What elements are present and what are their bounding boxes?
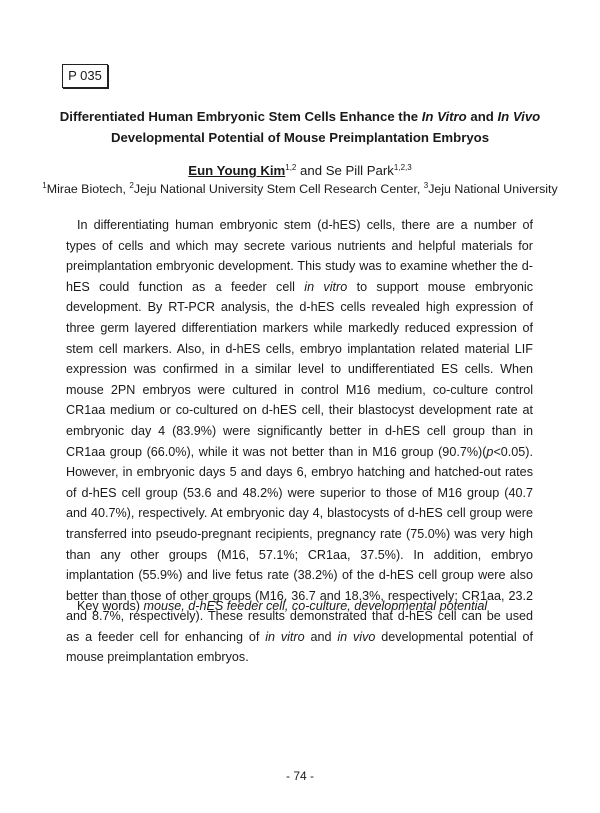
title-italic-2: In Vivo — [497, 109, 541, 124]
abstract-text: developmental potential of mouse preimplantation embryos. — [66, 629, 534, 665]
keywords-values: mouse, d-hES feeder cell, co-culture, developmental potential — [143, 599, 488, 613]
author-conjunction: and — [296, 163, 326, 178]
abstract-text: to support mouse embryonic development. By RT-PCR analysis, the d-hES cells revealed high expression of three germ layered differentiation markers while markedly reduced expression of stem cell markers. Also, in d-hES cells, embryo implantation related material LIF expression was confirmed in a similar level to undifferentiated ES cells. When mouse 2PN embryos were cultured in control M16 medium, co-culture control CR1aa medium or co-cultured on d-hES cell, their blastocyst development rate at embryonic day 4 (83.9%) were significantly better in d-hES cell group than in CR1aa group (66.0%), while it was not better than in M16 group (90.7%)( — [66, 279, 533, 459]
co-author: Se Pill Park — [325, 163, 394, 178]
affiliation-name: Jeju National University Stem Cell Research Center, — [133, 182, 424, 196]
abstract-italic: in vivo — [337, 629, 376, 644]
affiliation-marker: 1 — [42, 181, 47, 190]
abstract-italic: in vitro — [265, 629, 305, 644]
title-part-1: Differentiated Human Embryonic Stem Cells Enhance the — [59, 109, 422, 124]
keywords-label: Key words) — [77, 599, 144, 613]
title-part-2: and — [466, 109, 498, 124]
affiliation-marker: 3 — [423, 181, 429, 190]
keywords-line — [77, 597, 537, 615]
presenting-author: Eun Young Kim — [188, 163, 286, 178]
abstract-italic: p — [486, 444, 494, 459]
abstract-text: In differentiating human embryonic stem (d-hES) cells, there are a number of types of cells and which may secrete various nutrients and helpful materials for preimplantation embryonic development. This study was to examine whether the d-hES could function as a feeder cell — [66, 218, 533, 294]
affiliation-name: Mirae Biotech, — [46, 182, 130, 196]
abstract-text: and — [304, 629, 338, 644]
presenting-author-affiliation: 1,2 — [285, 163, 297, 172]
author-line — [40, 162, 560, 180]
page-number: - 74 - — [285, 769, 314, 783]
paper-title — [40, 106, 560, 148]
title-line-2: Developmental Potential of Mouse Preimplantation Embryos — [110, 130, 490, 145]
affiliation-marker: 2 — [129, 181, 134, 190]
affiliation-name: Jeju National University — [428, 182, 558, 196]
co-author-affiliation: 1,2,3 — [393, 163, 412, 172]
poster-id-box: P 035 — [62, 64, 108, 88]
abstract-text: <0.05). However, in embryonic days 5 and days 6, embryo hatching and hatched-out rates of d-hES cell group (53.6 and 48.2%) were superior to those of M16 group (40.7 and 40.7%), respectively. At embryonic day 4, blastocysts of d-hES cell group were transferred into pseudo-pregnant recipients, pregnancy rate (75.0%) was very high than any other groups (M16, 57.1%; CR1aa, 37.5%). In addition, embryo implantation (55.9%) and live fetus rate (38.2%) of the d-hES cell group were also better than those of other groups (M16, 36.7 and 18.3%, respectively; CR1aa, 23.2 and 8.7%, respectively). These results demonstrated that d-hES cell can be used as a feeder cell for enhancing of — [66, 444, 533, 644]
title-italic-1: In Vitro — [421, 109, 467, 124]
abstract-italic: in vitro — [304, 279, 348, 294]
affiliation-line — [40, 181, 560, 197]
